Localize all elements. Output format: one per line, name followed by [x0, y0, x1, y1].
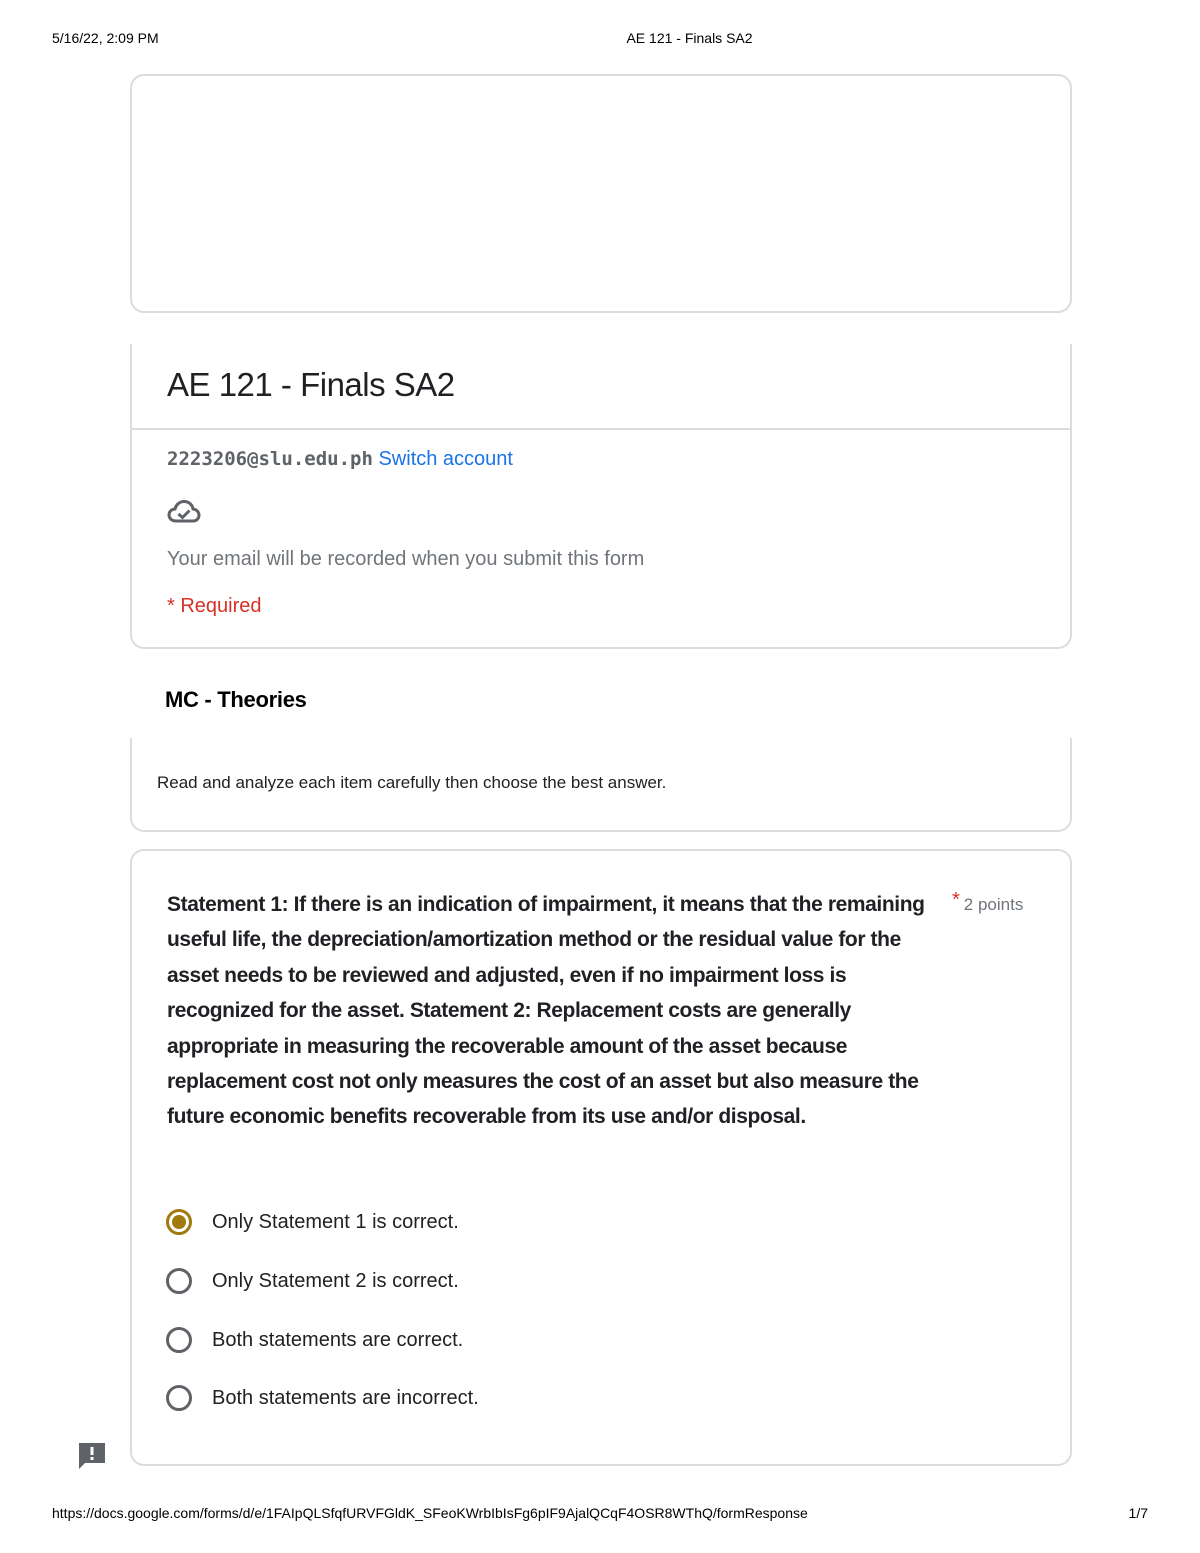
option-label: Both statements are incorrect. [212, 1386, 479, 1409]
form-title: AE 121 - Finals SA2 [167, 366, 455, 403]
email-recorded-notice: Your email will be recorded when you submit this form [167, 548, 645, 570]
answer-option[interactable] [166, 1322, 463, 1358]
required-note: * Required [167, 595, 262, 617]
question-text: Statement 1: If there is an indication of impairment, it means that the remaining useful life, the depreciation/amortization method or the residual value for the asset needs to be reviewed and adjusted, even if no impairment loss is recognized for the asset. Statement 2: Replacement costs are generally appropriate in measuring the recoverable amount of the asset because replacement cost not only measures the cost of an asset but also measure the future economic benefits recoverable from its use and/or disposal. [167, 893, 925, 1129]
answer-option[interactable] [166, 1380, 479, 1416]
print-doc-title: AE 121 - Finals SA2 [626, 30, 753, 46]
option-label: Both statements are correct. [212, 1328, 464, 1351]
radio-button[interactable] [166, 1268, 192, 1294]
required-star: * [952, 889, 960, 911]
radio-button[interactable] [166, 1385, 192, 1411]
print-url: https://docs.google.com/forms/d/e/1FAIpQLSfqfURVFGldK_SFeoKWrbIbIsFg6pIF9AjalQCqF4OSR8WThQ/formResponse [52, 1505, 808, 1521]
switch-account-link[interactable]: Switch account [378, 448, 513, 470]
section-description-card [130, 738, 1072, 832]
print-header [0, 30, 1200, 50]
option-label: Only Statement 1 is correct. [212, 1210, 459, 1233]
section-title: MC - Theories [165, 687, 307, 712]
print-datetime: 5/16/22, 2:09 PM [52, 30, 159, 46]
radio-button-selected[interactable] [166, 1209, 192, 1235]
header-banner [130, 74, 1072, 313]
points-value: 2 points [963, 895, 1024, 914]
account-line [167, 448, 513, 471]
points-label [952, 889, 1024, 916]
cloud-check-icon [167, 498, 201, 526]
form-header-card [130, 344, 1072, 649]
option-label: Only Statement 2 is correct. [212, 1269, 459, 1292]
feedback-icon[interactable] [76, 1440, 108, 1472]
answer-option[interactable] [166, 1263, 459, 1299]
page-number: 1/7 [1128, 1505, 1148, 1521]
section-description: Read and analyze each item carefully then choose the best answer. [157, 773, 667, 792]
header-divider [132, 428, 1070, 430]
question-card [130, 849, 1072, 1466]
answer-option[interactable] [166, 1204, 459, 1240]
radio-button[interactable] [166, 1327, 192, 1353]
account-email: 2223206@slu.edu.ph [167, 448, 373, 470]
